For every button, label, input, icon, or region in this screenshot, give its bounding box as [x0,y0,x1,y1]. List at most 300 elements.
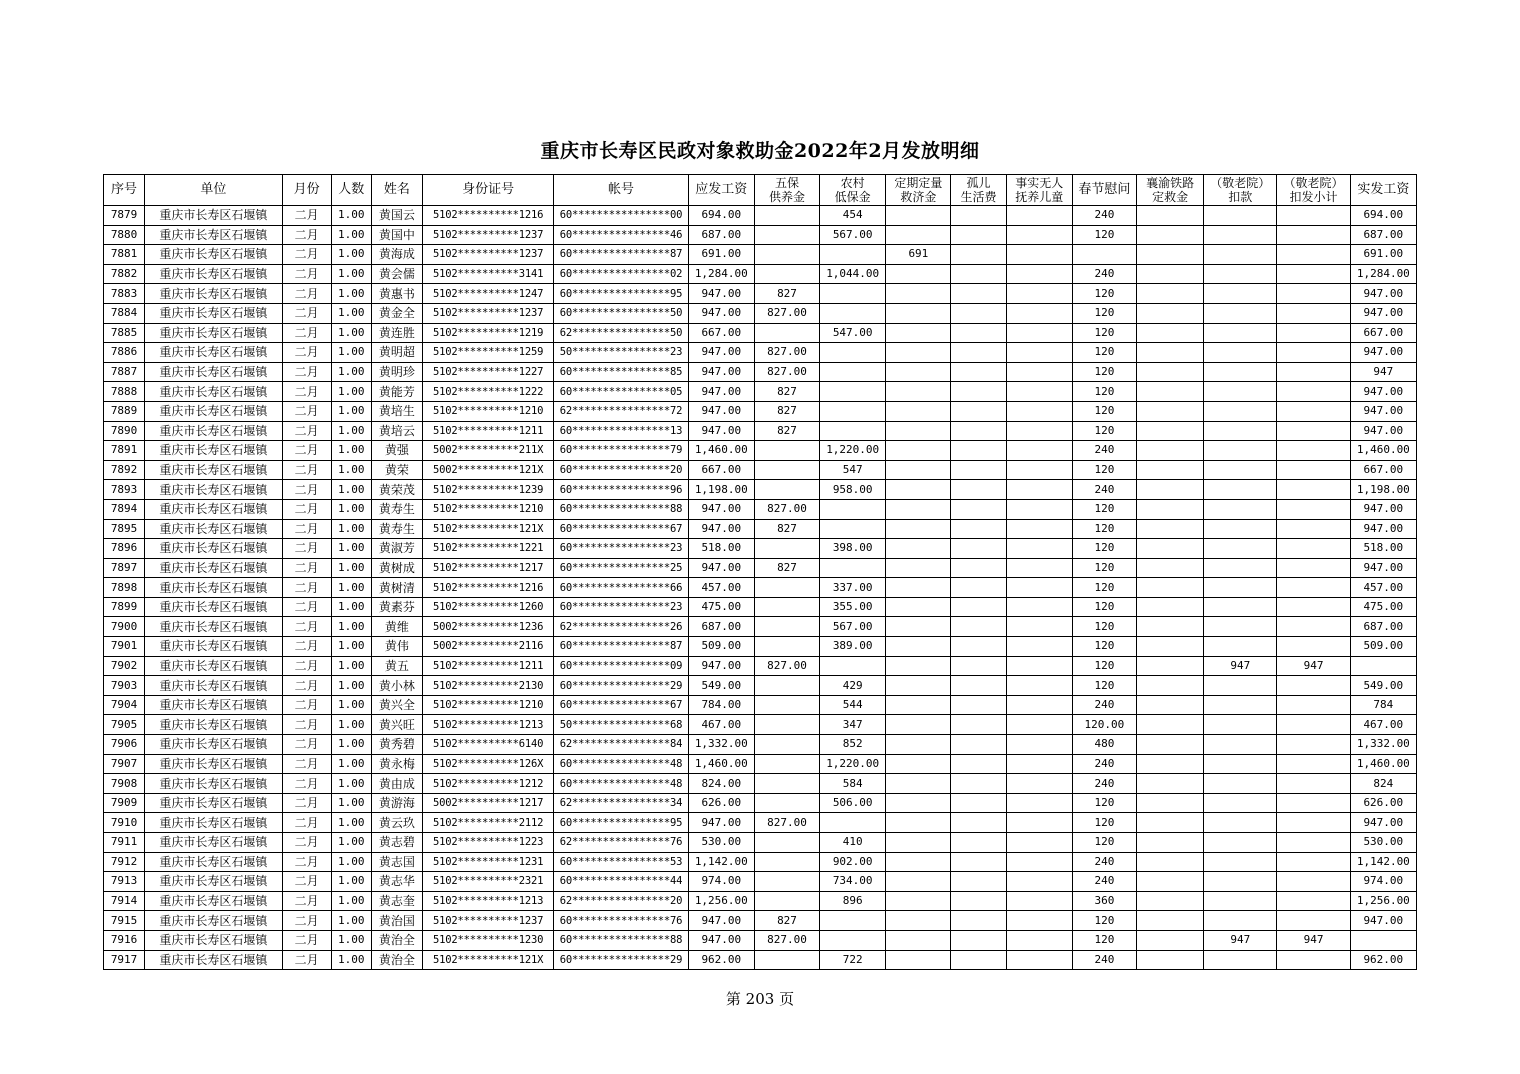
cell-jlyk [1204,754,1277,774]
cell-unit: 重庆市长寿区石堰镇 [145,323,282,343]
cell-xiangyu [1137,303,1204,323]
cell-actual: 549.00 [1350,676,1416,696]
cell-seq: 7914 [104,891,145,911]
cell-actual: 1,142.00 [1350,852,1416,872]
cell-shishi [1006,891,1072,911]
cell-account: 60****************87 [554,245,688,265]
cell-seq: 7881 [104,245,145,265]
cell-id: 5002**********1236 [422,617,553,637]
cell-guer [951,793,1006,813]
cell-chunjie: 240 [1072,441,1136,461]
cell-seq: 7897 [104,558,145,578]
cell-dibao [820,930,886,950]
cell-dingqi [886,852,951,872]
cell-chunjie: 120 [1072,343,1136,363]
cell-payable: 1,332.00 [688,735,754,755]
cell-payable: 947.00 [688,499,754,519]
cell-id: 5102**********1223 [422,833,553,853]
cell-id: 5102**********1217 [422,558,553,578]
cell-jlyk [1204,401,1277,421]
cell-jlyk [1204,735,1277,755]
cell-people: 1.00 [331,519,371,539]
cell-guer [951,578,1006,598]
cell-jlyk [1204,617,1277,637]
cell-payable: 1,460.00 [688,441,754,461]
cell-account: 60****************09 [554,656,688,676]
cell-guer [951,303,1006,323]
cell-shishi [1006,441,1072,461]
cell-id: 5102**********1213 [422,891,553,911]
cell-account: 60****************44 [554,872,688,892]
cell-jlyk [1204,774,1277,794]
table-row [104,460,1417,480]
cell-people: 1.00 [331,323,371,343]
cell-chunjie: 120.00 [1072,715,1136,735]
cell-dingqi [886,656,951,676]
cell-payable: 947.00 [688,343,754,363]
cell-name: 黄秀碧 [371,735,422,755]
cell-name: 黄树成 [371,558,422,578]
cell-payable: 530.00 [688,833,754,853]
cell-dibao [820,911,886,931]
cell-people: 1.00 [331,754,371,774]
cell-payable: 947.00 [688,382,754,402]
cell-unit: 重庆市长寿区石堰镇 [145,735,282,755]
cell-dingqi [886,950,951,970]
cell-account: 60****************29 [554,950,688,970]
cell-dingqi [886,460,951,480]
cell-jlyx [1277,754,1350,774]
cell-people: 1.00 [331,597,371,617]
cell-xiangyu [1137,637,1204,657]
cell-seq: 7909 [104,793,145,813]
cell-people: 1.00 [331,715,371,735]
cell-payable: 518.00 [688,539,754,559]
cell-actual [1350,656,1416,676]
cell-wubao: 827 [754,382,819,402]
cell-unit: 重庆市长寿区石堰镇 [145,382,282,402]
cell-seq: 7902 [104,656,145,676]
cell-unit: 重庆市长寿区石堰镇 [145,891,282,911]
cell-dingqi [886,872,951,892]
cell-xiangyu [1137,382,1204,402]
cell-id: 5102**********1222 [422,382,553,402]
cell-unit: 重庆市长寿区石堰镇 [145,539,282,559]
cell-name: 黄志碧 [371,833,422,853]
cell-jlyx [1277,460,1350,480]
cell-payable: 667.00 [688,460,754,480]
cell-chunjie: 120 [1072,637,1136,657]
cell-actual: 457.00 [1350,578,1416,598]
cell-wubao: 827.00 [754,343,819,363]
cell-shishi [1006,284,1072,304]
cell-dibao: 389.00 [820,637,886,657]
cell-jlyx [1277,852,1350,872]
cell-dibao: 506.00 [820,793,886,813]
cell-guer [951,597,1006,617]
cell-month: 二月 [282,774,331,794]
cell-dingqi [886,735,951,755]
cell-seq: 7899 [104,597,145,617]
cell-actual: 475.00 [1350,597,1416,617]
cell-shishi [1006,401,1072,421]
cell-name: 黄国中 [371,225,422,245]
cell-wubao [754,441,819,461]
cell-month: 二月 [282,539,331,559]
header-dibao: 农村 低保金 [820,175,886,206]
cell-jlyk [1204,460,1277,480]
cell-guer [951,480,1006,500]
cell-id: 5102**********1210 [422,695,553,715]
cell-wubao [754,245,819,265]
cell-id: 5002**********1217 [422,793,553,813]
cell-shishi [1006,715,1072,735]
cell-jlyk [1204,362,1277,382]
cell-name: 黄素芬 [371,597,422,617]
cell-actual: 824 [1350,774,1416,794]
cell-jlyx [1277,519,1350,539]
cell-actual: 1,256.00 [1350,891,1416,911]
cell-dingqi [886,303,951,323]
cell-chunjie: 120 [1072,617,1136,637]
cell-chunjie: 120 [1072,793,1136,813]
cell-guer [951,499,1006,519]
cell-month: 二月 [282,284,331,304]
table-row [104,852,1417,872]
cell-jlyx [1277,735,1350,755]
cell-jlyk [1204,715,1277,735]
cell-chunjie: 120 [1072,833,1136,853]
cell-chunjie: 120 [1072,578,1136,598]
cell-id: 5102**********1211 [422,421,553,441]
cell-actual: 1,198.00 [1350,480,1416,500]
header-month: 月份 [282,175,331,206]
cell-guer [951,872,1006,892]
cell-name: 黄树清 [371,578,422,598]
cell-guer [951,930,1006,950]
cell-account: 60****************46 [554,225,688,245]
cell-dingqi [886,558,951,578]
cell-payable: 947.00 [688,813,754,833]
cell-seq: 7887 [104,362,145,382]
cell-seq: 7915 [104,911,145,931]
cell-wubao: 827.00 [754,656,819,676]
cell-account: 60****************87 [554,637,688,657]
cell-name: 黄寿生 [371,499,422,519]
cell-people: 1.00 [331,441,371,461]
cell-name: 黄培云 [371,421,422,441]
cell-people: 1.00 [331,343,371,363]
table-row [104,872,1417,892]
cell-dibao [820,421,886,441]
cell-jlyk: 947 [1204,930,1277,950]
cell-payable: 1,460.00 [688,754,754,774]
cell-month: 二月 [282,676,331,696]
cell-account: 60****************67 [554,519,688,539]
cell-chunjie: 120 [1072,401,1136,421]
cell-seq: 7912 [104,852,145,872]
cell-people: 1.00 [331,303,371,323]
cell-shishi [1006,774,1072,794]
cell-chunjie [1072,245,1136,265]
cell-wubao [754,617,819,637]
cell-seq: 7883 [104,284,145,304]
cell-xiangyu [1137,401,1204,421]
cell-wubao [754,891,819,911]
cell-dibao [820,519,886,539]
cell-people: 1.00 [331,264,371,284]
cell-jlyx [1277,793,1350,813]
cell-payable: 691.00 [688,245,754,265]
cell-dingqi [886,833,951,853]
cell-shishi [1006,206,1072,226]
cell-account: 60****************20 [554,460,688,480]
cell-jlyk [1204,891,1277,911]
table-row [104,499,1417,519]
cell-name: 黄由成 [371,774,422,794]
cell-unit: 重庆市长寿区石堰镇 [145,852,282,872]
cell-actual: 1,332.00 [1350,735,1416,755]
cell-month: 二月 [282,225,331,245]
cell-jlyk [1204,950,1277,970]
cell-month: 二月 [282,793,331,813]
cell-name: 黄五 [371,656,422,676]
cell-payable: 687.00 [688,617,754,637]
cell-dingqi [886,597,951,617]
cell-id: 5102**********1230 [422,930,553,950]
cell-xiangyu [1137,852,1204,872]
header-dingqi: 定期定量 救济金 [886,175,951,206]
table-row [104,715,1417,735]
cell-actual: 667.00 [1350,323,1416,343]
cell-id: 5102**********1213 [422,715,553,735]
cell-id: 5102**********121X [422,519,553,539]
cell-wubao [754,852,819,872]
cell-month: 二月 [282,597,331,617]
cell-account: 62****************50 [554,323,688,343]
cell-dingqi [886,323,951,343]
cell-xiangyu [1137,676,1204,696]
cell-jlyk [1204,382,1277,402]
cell-dibao: 454 [820,206,886,226]
cell-xiangyu [1137,950,1204,970]
cell-id: 5102**********6140 [422,735,553,755]
cell-seq: 7882 [104,264,145,284]
cell-guer [951,695,1006,715]
cell-chunjie: 240 [1072,264,1136,284]
cell-seq: 7891 [104,441,145,461]
cell-shishi [1006,539,1072,559]
cell-actual: 667.00 [1350,460,1416,480]
cell-id: 5102**********1231 [422,852,553,872]
cell-payable: 947.00 [688,656,754,676]
cell-jlyk [1204,637,1277,657]
table-row [104,695,1417,715]
cell-xiangyu [1137,539,1204,559]
cell-wubao [754,264,819,284]
cell-month: 二月 [282,891,331,911]
cell-month: 二月 [282,499,331,519]
cell-name: 黄兴旺 [371,715,422,735]
cell-seq: 7900 [104,617,145,637]
cell-unit: 重庆市长寿区石堰镇 [145,343,282,363]
cell-guer [951,754,1006,774]
cell-dibao: 734.00 [820,872,886,892]
cell-unit: 重庆市长寿区石堰镇 [145,793,282,813]
cell-jlyx [1277,872,1350,892]
header-account: 帐号 [554,175,688,206]
cell-shishi [1006,911,1072,931]
cell-payable: 694.00 [688,206,754,226]
cell-dibao: 896 [820,891,886,911]
cell-guer [951,323,1006,343]
cell-guer [951,284,1006,304]
cell-name: 黄志奎 [371,891,422,911]
cell-name: 黄海成 [371,245,422,265]
cell-payable: 824.00 [688,774,754,794]
cell-dibao: 398.00 [820,539,886,559]
cell-guer [951,245,1006,265]
cell-people: 1.00 [331,225,371,245]
cell-account: 60****************96 [554,480,688,500]
cell-guer [951,343,1006,363]
cell-actual: 947.00 [1350,519,1416,539]
cell-name: 黄志华 [371,872,422,892]
cell-dibao: 355.00 [820,597,886,617]
cell-payable: 947.00 [688,362,754,382]
cell-people: 1.00 [331,480,371,500]
table-row [104,813,1417,833]
cell-unit: 重庆市长寿区石堰镇 [145,264,282,284]
cell-dibao [820,303,886,323]
cell-id: 5102**********2321 [422,872,553,892]
cell-month: 二月 [282,558,331,578]
cell-xiangyu [1137,872,1204,892]
cell-actual: 947 [1350,362,1416,382]
cell-dingqi [886,813,951,833]
cell-wubao: 827 [754,421,819,441]
cell-wubao [754,793,819,813]
cell-shishi [1006,362,1072,382]
cell-dibao: 547.00 [820,323,886,343]
table-row [104,225,1417,245]
cell-actual: 694.00 [1350,206,1416,226]
cell-unit: 重庆市长寿区石堰镇 [145,206,282,226]
cell-shishi [1006,950,1072,970]
cell-actual: 626.00 [1350,793,1416,813]
cell-jlyk [1204,245,1277,265]
header-seq: 序号 [104,175,145,206]
cell-actual: 947.00 [1350,911,1416,931]
cell-actual: 974.00 [1350,872,1416,892]
cell-guer [951,656,1006,676]
table-row [104,362,1417,382]
cell-xiangyu [1137,833,1204,853]
cell-month: 二月 [282,930,331,950]
cell-people: 1.00 [331,637,371,657]
cell-people: 1.00 [331,852,371,872]
cell-dingqi [886,225,951,245]
cell-name: 黄金全 [371,303,422,323]
cell-dingqi [886,911,951,931]
cell-guer [951,676,1006,696]
cell-dibao: 347 [820,715,886,735]
cell-name: 黄荣 [371,460,422,480]
table-row [104,774,1417,794]
cell-name: 黄强 [371,441,422,461]
cell-month: 二月 [282,617,331,637]
cell-chunjie: 120 [1072,303,1136,323]
cell-account: 60****************85 [554,362,688,382]
table-row [104,578,1417,598]
cell-wubao [754,225,819,245]
cell-dingqi [886,206,951,226]
cell-people: 1.00 [331,245,371,265]
cell-jlyx [1277,637,1350,657]
cell-xiangyu [1137,206,1204,226]
cell-dibao: 958.00 [820,480,886,500]
cell-wubao: 827 [754,284,819,304]
cell-dingqi [886,891,951,911]
cell-id: 5102**********1237 [422,911,553,931]
cell-unit: 重庆市长寿区石堰镇 [145,480,282,500]
cell-id: 5102**********1259 [422,343,553,363]
cell-people: 1.00 [331,891,371,911]
cell-name: 黄会儒 [371,264,422,284]
cell-jlyk [1204,676,1277,696]
cell-dibao [820,382,886,402]
cell-id: 5102**********1239 [422,480,553,500]
cell-xiangyu [1137,264,1204,284]
cell-shishi [1006,930,1072,950]
cell-id: 5102**********1216 [422,578,553,598]
cell-dibao: 567.00 [820,617,886,637]
cell-jlyx [1277,813,1350,833]
cell-shishi [1006,833,1072,853]
cell-jlyk: 947 [1204,656,1277,676]
cell-payable: 962.00 [688,950,754,970]
cell-chunjie: 240 [1072,774,1136,794]
cell-jlyx [1277,911,1350,931]
cell-dibao [820,558,886,578]
cell-guer [951,401,1006,421]
cell-people: 1.00 [331,695,371,715]
cell-chunjie: 120 [1072,597,1136,617]
cell-seq: 7908 [104,774,145,794]
cell-chunjie: 120 [1072,499,1136,519]
cell-account: 62****************34 [554,793,688,813]
cell-id: 5102**********1212 [422,774,553,794]
table-row [104,891,1417,911]
cell-xiangyu [1137,441,1204,461]
cell-id: 5102**********1210 [422,499,553,519]
cell-actual: 947.00 [1350,343,1416,363]
cell-dibao: 902.00 [820,852,886,872]
cell-month: 二月 [282,695,331,715]
cell-shishi [1006,480,1072,500]
cell-month: 二月 [282,421,331,441]
cell-unit: 重庆市长寿区石堰镇 [145,774,282,794]
cell-xiangyu [1137,284,1204,304]
cell-wubao [754,950,819,970]
cell-wubao: 827.00 [754,499,819,519]
cell-jlyx [1277,284,1350,304]
cell-unit: 重庆市长寿区石堰镇 [145,695,282,715]
cell-seq: 7910 [104,813,145,833]
cell-seq: 7894 [104,499,145,519]
cell-seq: 7916 [104,930,145,950]
cell-wubao [754,735,819,755]
